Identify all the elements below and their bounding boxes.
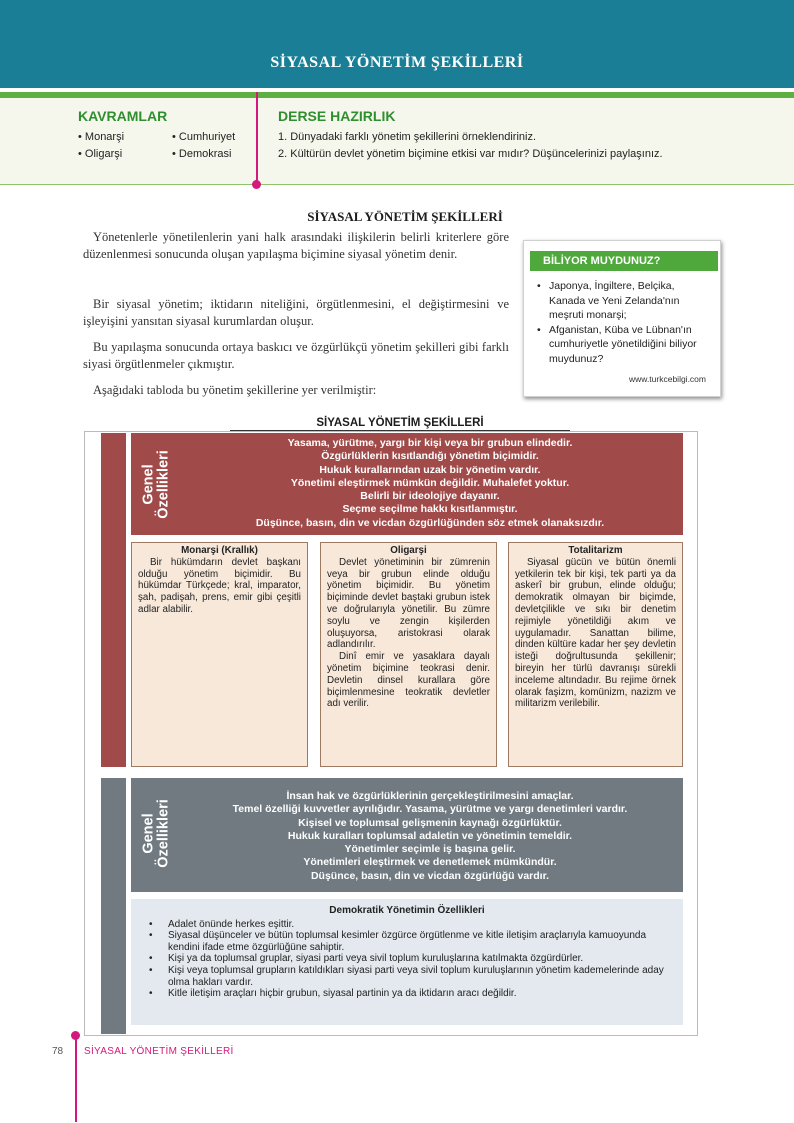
feature-line: Düşünce, basın, din ve vicdan özgürlüğü vardır. (310, 869, 550, 882)
card-title: Monarşi (Krallık) (181, 545, 258, 556)
authoritarian-features-list (185, 437, 675, 530)
feature-line: Yönetimleri eleştirmek ve denetlemek mümkündür. (303, 856, 557, 869)
side-label: Genel Özellikleri (142, 428, 182, 541)
list-item: • Kişi ya da toplumsal gruplar, siyasi parti veya sivil toplum kuruluşlarına katılmakta özgürdürler. (149, 953, 584, 965)
card-title: Oligarşi (390, 545, 427, 556)
hazirlik-item: 2. Kültürün devlet yönetim biçimine etkisi var mıdır? Düşüncelerinizi paylaşınız. (278, 148, 663, 160)
feature-line: Belirli bir ideolojiye dayanır. (360, 490, 500, 503)
list-item: • Japonya, İngiltere, Belçika, Kanada ve Yeni Zelanda'nın meşruti monarşi; (537, 280, 680, 322)
section-title: SİYASAL YÖNETİM ŞEKİLLERİ (307, 209, 503, 224)
bullet-icon: • (149, 953, 153, 965)
card-text: Siyasal gücün ve bütün önemli yetkilerin tek bir kişi, tek parti ya da askerî bir grubun, elinde olduğu; demokratik olmayan bir biçimde, devletçilikle ve sıkı bir denetim rejimiyle yönetildiği akım ve uygulamadır. Sanattan bilime, dinden kültüre kadar her şey devletin isteği doğrultusunda şekillenir; bireyin her türlü davranışı sürekli inceleme altındadır. Bu rejime örnek olarak faşizm, komünizm, nazizm ve militarizm verilebilir. (515, 556, 676, 710)
kavramlar-col1 (78, 129, 124, 163)
bullet-icon: • (149, 964, 153, 976)
feature-line: Yasama, yürütme, yargı bir kişi veya bir grubun elindedir. (287, 437, 573, 449)
kavram-item: • Demokrasi (172, 148, 232, 160)
feature-line: İnsan hak ve özgürlüklerinin gerçekleştirilmesini amaçlar. (286, 790, 574, 802)
feature-line: Düşünce, basın, din ve vicdan özgürlüğünden söz etmek olanaksızdır. (255, 516, 605, 529)
feature-line: Yönetimi eleştirmek mümkün değildir. Muhalefet yoktur. (290, 476, 570, 489)
bullet-icon: • (149, 930, 153, 942)
feature-line: Seçme seçilme hakkı kısıtlanmıştır. (342, 503, 518, 516)
panel-divider (256, 92, 258, 184)
divider-dot (71, 1031, 80, 1040)
kavram-item: • Monarşi (78, 131, 125, 143)
card-text: Dinî emir ve yasaklara dayalı yönetim biçimine teokrasi denir. Devletin dinsel kurallara göre biçimlenmesine teokratik devletler adı verilir. (327, 651, 490, 710)
card-title: Totalitarizm (568, 545, 623, 556)
list-item: • Kişi veya toplumsal grupların katıldıkları siyasi parti veya sivil toplum kuruluşlarının yönetim kademelerinde aday olma hakları vardır. (149, 964, 664, 988)
paragraph: Aşağıdaki tabloda bu yönetim şekillerine yer verilmiştir: (93, 383, 377, 397)
totalitarianism-card (508, 542, 683, 767)
list-item: • Siyasal düşünceler ve bütün toplumsal kesimler özgürce örgütlenme ve kitle iletişim araçlarıyla kamuoyunda kendini ifade etme özgürlüğüne sahiptir. (149, 930, 647, 953)
authoritarian-side-bar (101, 433, 126, 767)
paragraph: Bu yapılaşma sonucunda ortaya baskıcı ve özgürlükçü yönetim şekilleri gibi farklı siyasi örgütlenmeler çıkmıştır. (83, 340, 509, 371)
did-you-know-heading: BİLİYOR MUYDUNUZ? (530, 251, 718, 271)
footer-divider (75, 1034, 77, 1122)
table-title: SİYASAL YÖNETİM ŞEKİLLERİ (230, 417, 570, 432)
list-item: • Adalet önünde herkes eşittir. (149, 918, 295, 930)
unit-title: SİYASAL YÖNETİM ŞEKİLLERİ (270, 54, 524, 71)
card-text: Bir hükümdarın devlet başkanı olduğu yönetim biçimidir. Bu hükümdar Türkçede; kral, imparator, şah, padişah, prens, emir gibi çeşitli adlar alabilir. (138, 556, 301, 615)
page-number: 78 (52, 1046, 64, 1057)
paragraph: Bir siyasal yönetim; iktidarın niteliğini, örgütlenmesini, el değiştirmesini ve işleyişini yansıtan siyasal kurumlardan oluşur. (83, 297, 509, 328)
feature-line: Yönetimler seçimle iş başına gelir. (344, 843, 516, 856)
list-item: • Afganistan, Küba ve Lübnan'ın cumhuriyetle yönetildiğini biliyor muydunuz? (537, 323, 697, 365)
kavram-item: • Cumhuriyet (172, 131, 236, 143)
did-you-know-list (537, 279, 709, 367)
side-label: Genel Özellikleri (142, 777, 182, 890)
kavramlar-col2 (172, 129, 235, 163)
list-item: • Kitle iletişim araçları hiçbir grubun, siyasal partinin ya da iktidarın aracı değildir. (149, 988, 517, 1000)
feature-line: Hukuk kuralları toplumsal adaletin ve yönetimin temeldir. (287, 829, 573, 842)
hazirlik-item: 1. Dünyadaki farklı yönetim şekillerini örneklendiriniz. (278, 131, 537, 143)
bullet-icon: • (149, 988, 153, 1000)
feature-line: Özgürlüklerin kısıtlandığı yönetim biçimidir. (321, 450, 539, 463)
paragraph: Yönetenlerle yönetilenlerin yani halk arasındaki ilişkilerin belirli kriterlere göre düzenlenmesi sonucunda oluşan yapılaşma biçimine siyasal yönetim denir. (83, 230, 509, 261)
card-text: Devlet yönetiminin bir zümrenin veya bir grubun elinde olduğu yönetim biçimidir. Bu yönetim biçiminde devlet baştaki grubun istek ve doğrularıyla yönetilir. Bu zümre soylu ve zengin kişilerden oluşuyorsa, aristokrasi olarak adlandırılır. (327, 556, 490, 651)
bullet-icon: • (537, 280, 541, 292)
democratic-features-list (185, 790, 675, 883)
derse-hazirlik-list (278, 129, 778, 163)
democratic-characteristics-box (131, 899, 683, 1025)
monarchy-card (131, 542, 308, 767)
derse-hazirlik-heading: DERSE HAZIRLIK (278, 108, 396, 124)
header-band (0, 0, 794, 88)
feature-line: Temel özelliği kuvvetler ayrılığıdır. Yasama, yürütme ve yargı denetimleri vardır. (232, 803, 628, 816)
feature-line: Kişisel ve toplumsal gelişmenin kaynağı özgürlüktür. (298, 816, 562, 829)
kavram-item: • Oligarşi (78, 148, 123, 160)
feature-line: Hukuk kurallarından uzak bir yönetim vardır. (319, 463, 541, 476)
bullet-icon: • (149, 918, 153, 930)
democratic-side-bar (101, 778, 126, 1034)
source-link: www.turkcebilgi.com (629, 374, 706, 384)
divider-dot (252, 180, 261, 189)
bullet-icon: • (537, 323, 541, 336)
oligarchy-card (320, 542, 497, 767)
kavramlar-heading: KAVRAMLAR (78, 108, 168, 124)
box-title: Demokratik Yönetimin Özellikleri (329, 905, 485, 916)
footer-title: SİYASAL YÖNETİM ŞEKİLLERİ (84, 1046, 234, 1057)
